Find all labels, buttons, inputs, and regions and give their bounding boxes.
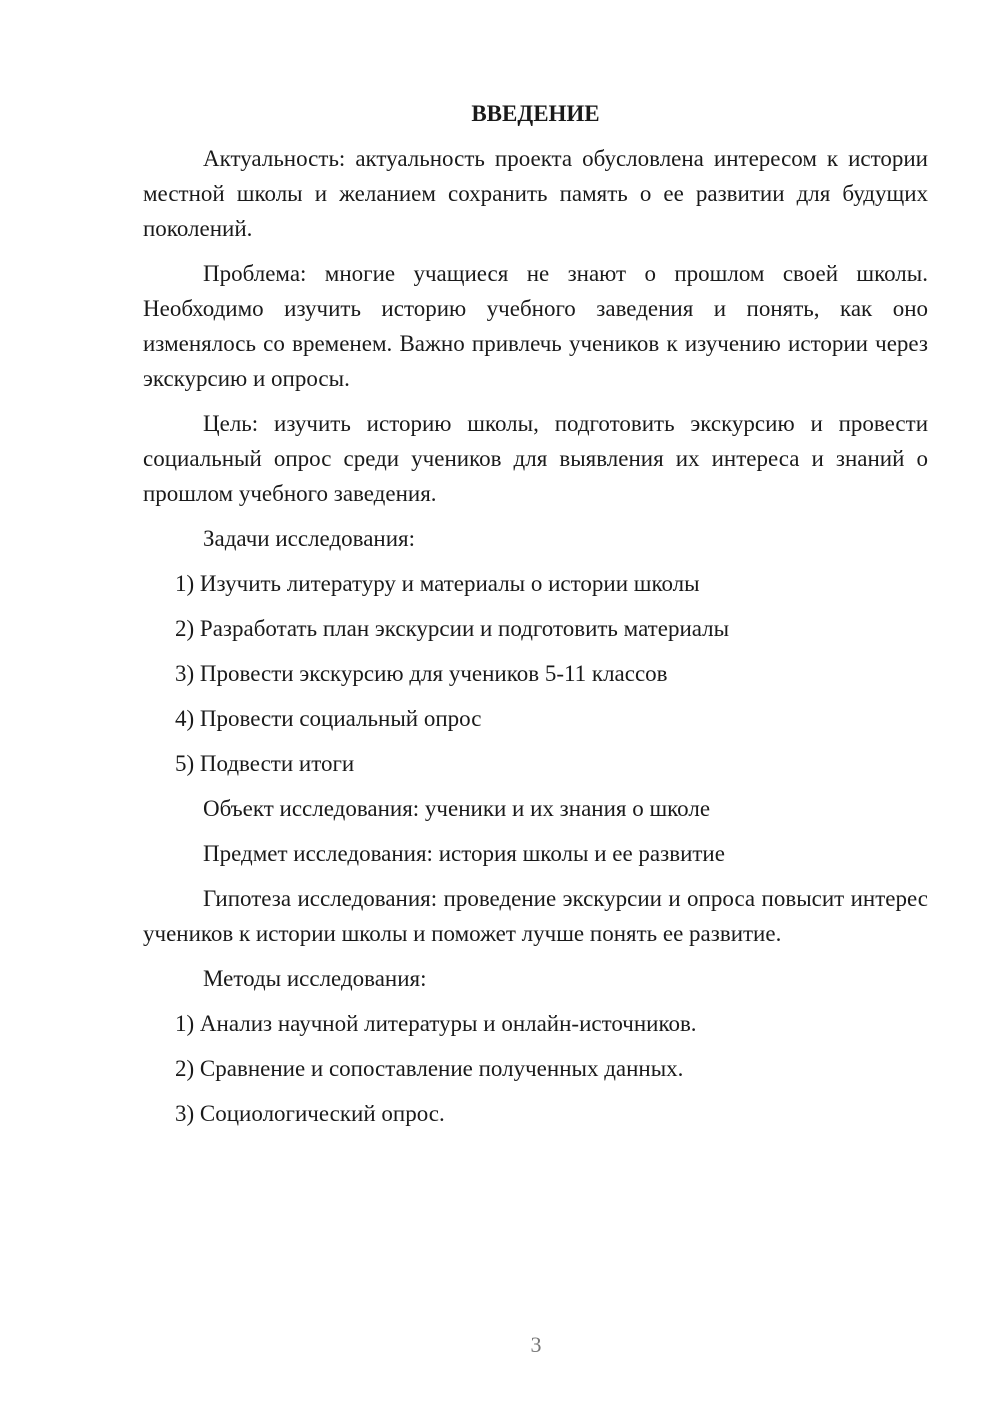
goal-paragraph: Цель: изучить историю школы, подготовить экскурсию и провести социальный опрос среди учеников для выявления их интереса и знаний о прошлом учебного заведения.	[143, 411, 928, 506]
method-item: 1) Анализ научной литературы и онлайн-источников.	[175, 1011, 697, 1036]
task-item: 2) Разработать план экскурсии и подготовить материалы	[175, 616, 730, 641]
task-item: 1) Изучить литературу и материалы о истории школы	[175, 571, 700, 596]
problem-paragraph: Проблема: многие учащиеся не знают о прошлом своей школы. Необходимо изучить историю учебного заведения и понять, как оно изменялось со временем. Важно привлечь учеников к изучению истории через экскурсию и опросы.	[143, 261, 928, 391]
task-item: 4) Провести социальный опрос	[175, 706, 482, 731]
page-content	[143, 96, 928, 1141]
task-item: 5) Подвести итоги	[175, 751, 355, 776]
research-subject: Предмет исследования: история школы и ее развитие	[203, 841, 725, 866]
section-heading: ВВЕДЕНИЕ	[471, 101, 600, 126]
research-object: Объект исследования: ученики и их знания о школе	[203, 796, 711, 821]
relevance-paragraph: Актуальность: актуальность проекта обусловлена интересом к истории местной школы и желанием сохранить память о ее развитии для будущих поколений.	[143, 146, 928, 241]
methods-title: Методы исследования:	[203, 966, 427, 991]
task-item: 3) Провести экскурсию для учеников 5-11 классов	[175, 661, 668, 686]
method-item: 2) Сравнение и сопоставление полученных данных.	[175, 1056, 684, 1081]
hypothesis-paragraph: Гипотеза исследования: проведение экскурсии и опроса повысит интерес учеников к истории школы и поможет лучше понять ее развитие.	[143, 886, 928, 946]
tasks-title: Задачи исследования:	[203, 526, 416, 551]
method-item: 3) Социологический опрос.	[175, 1101, 445, 1126]
page-number: 3	[530, 1332, 542, 1357]
